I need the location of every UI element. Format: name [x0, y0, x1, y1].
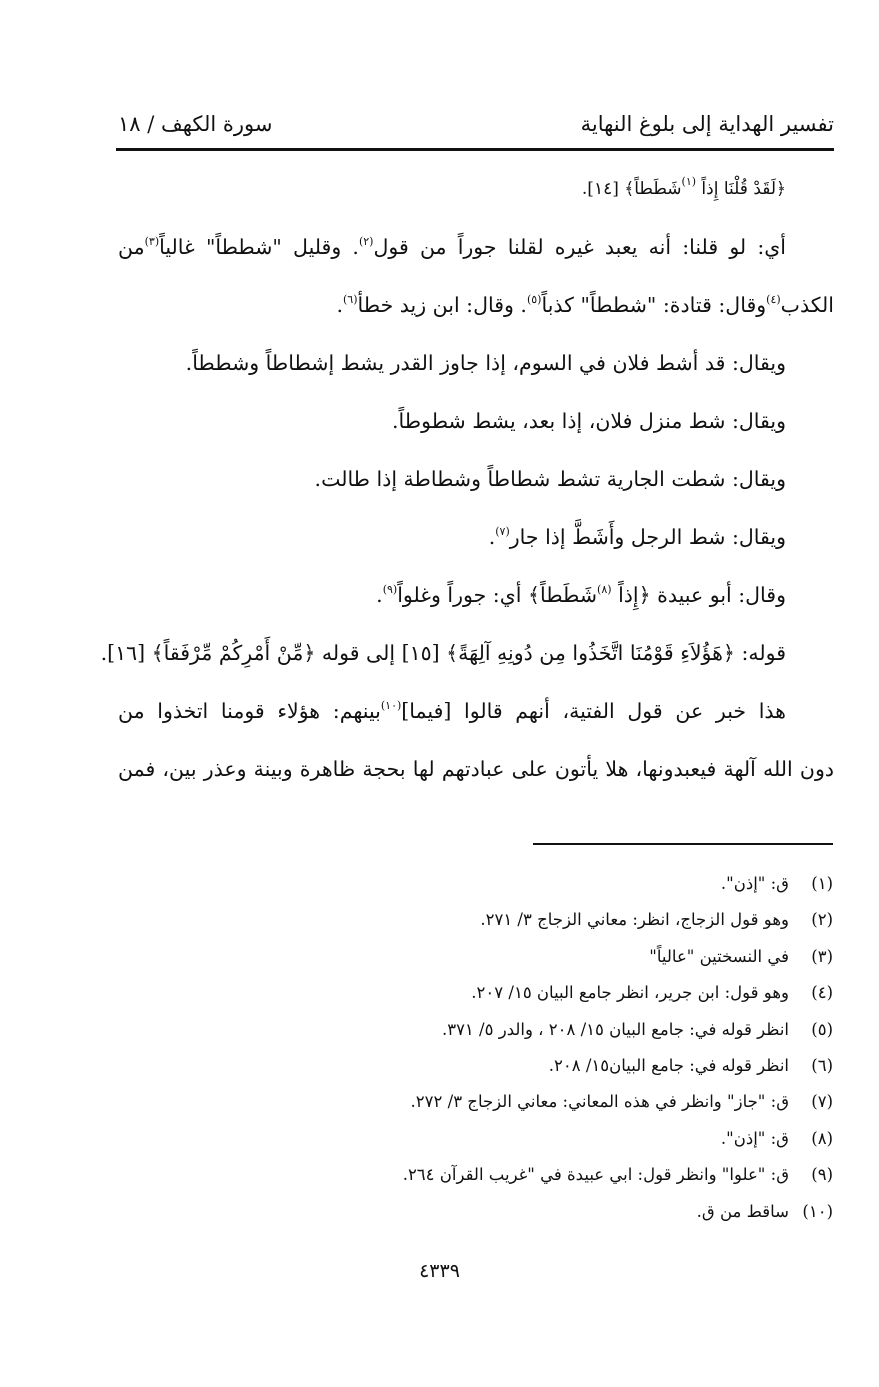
footnote-text: وهو قول الزجاج، انظر: معاني الزجاج ٣/ ٢٧١.: [480, 910, 789, 930]
footnote-number: (٣): [811, 946, 833, 966]
footnote-number: (٤): [811, 983, 833, 1003]
footnote: [313, 1157, 833, 1193]
text-run: . وقليل "شططاً" غالياً: [159, 235, 359, 259]
footnote-number: (١): [811, 874, 833, 893]
footnotes: [313, 866, 833, 1230]
footnote-ref: (١٠): [380, 699, 402, 712]
text-run: وقال: أبو عبيدة ﴿إِذاً: [611, 583, 786, 607]
text-run: من: [118, 235, 145, 259]
text-run: ويقال: شط الرجل وأَشَطَّ إذا جار: [509, 525, 786, 549]
footnote-text: ساقط من ق.: [696, 1201, 789, 1221]
paragraph-line: [118, 508, 834, 566]
paragraph-line: [118, 334, 834, 392]
footnote-text: وهو قول: ابن جرير، انظر جامع البيان ١٥/ ٢٠٧.: [471, 983, 789, 1003]
main-text: [100, 160, 834, 798]
text-run: .: [336, 293, 343, 317]
footnote-number: (٥): [811, 1019, 833, 1039]
footnote: [313, 975, 833, 1011]
header-rule: [116, 148, 834, 151]
text-run: . وقال: ابن زيد خطأ: [357, 293, 527, 317]
book-title: تفسير الهداية إلى بلوغ النهاية: [580, 112, 834, 136]
paragraph-line: [118, 450, 834, 508]
text-run: .: [488, 525, 496, 549]
footnote-ref: (٥): [526, 293, 542, 306]
paragraph-line: [118, 276, 834, 334]
paragraph-line: [118, 682, 834, 740]
footnote-ref: (٧): [495, 525, 510, 538]
footnote: [313, 1194, 833, 1230]
text-run: هذا خبر عن قول الفتية، أنهم قالوا [فيما]: [401, 699, 786, 723]
footnote-text: ق: "جاز" وانظر في هذه المعاني: معاني الزجاج ٣/ ٢٧٢.: [410, 1092, 789, 1112]
footnote-separator: [533, 843, 833, 845]
paragraph-line: [118, 218, 834, 276]
page-number: ٤٣٣٩: [419, 1260, 460, 1282]
footnote: [313, 1012, 833, 1048]
footnote-text: ق: "إذن".: [720, 874, 789, 893]
footnote-ref: (٤): [766, 293, 781, 306]
verse-reference-line: [100, 624, 834, 682]
text-run: ﴿لَقَدْ قُلْنَا إِذاً: [696, 179, 786, 199]
footnote-text: في النسختين "عالياً": [649, 946, 789, 966]
footnote-ref: (٦): [342, 293, 358, 306]
footnote-text: ق: "علوا" وانظر قول: ابي عبيدة في "غريب القرآن ٢٦٤.: [402, 1165, 789, 1185]
text-run: دون الله آلهة فيعبدونها، هلا يأتون على عبادتهم لها بحجة ظاهرة وبينة وعذر بين، فمن: [118, 757, 834, 781]
footnote-ref: (٨): [597, 583, 612, 596]
text-run: قوله: ﴿هَؤُلاَءِ قَوْمُنَا اتَّخَذُوا مِن دُونِهِ آلِهَةً﴾ [١٥] إلى قوله ﴿مِّنْ أَمْرِكُمْ مِّرْفَقاً﴾ [١٦].: [100, 641, 786, 665]
text-run: شَطَطاً﴾ أي: جوراً وغلواً: [397, 583, 598, 607]
text-run: ويقال: شطت الجارية تشط شطاطاً وشطاطة إذا طالت.: [314, 467, 786, 491]
footnote: [313, 902, 833, 938]
footnote-number: (٦): [811, 1055, 833, 1075]
footnote-ref: (١): [681, 175, 697, 188]
footnote-number: (٢): [811, 910, 833, 930]
footnote: [313, 1121, 833, 1157]
footnote-text: ق: "إذن".: [720, 1128, 789, 1148]
paragraph-line: [118, 740, 834, 798]
footnote: [313, 1048, 833, 1084]
paragraph-line: [118, 392, 834, 450]
paragraph-line: [118, 566, 834, 624]
footnote-number: (٨): [811, 1128, 833, 1148]
footnote-number: (٧): [811, 1092, 833, 1112]
text-run: أي: لو قلنا: أنه يعبد غيره لقلنا جوراً من قول: [373, 235, 787, 259]
text-run: ويقال: قد أشط فلان في السوم، إذا جاوز القدر يشط إشطاطاً وشططاً.: [185, 351, 786, 375]
text-run: الكذب: [780, 293, 834, 317]
surah-label: سورة الكهف / ١٨: [118, 112, 273, 136]
footnote-ref: (٣): [144, 235, 160, 248]
text-run: شَطَطاً﴾ [١٤].: [581, 179, 682, 199]
footnote-text: انظر قوله في: جامع البيان١٥/ ٢٠٨.: [548, 1055, 789, 1075]
footnote-number: (١٠): [802, 1201, 833, 1221]
text-run: ويقال: شط منزل فلان، إذا بعد، يشط شطوطاً.: [392, 409, 786, 433]
footnote-ref: (٢): [358, 235, 374, 248]
footnote: [313, 939, 833, 975]
running-header: [118, 106, 834, 142]
footnote-number: (٩): [811, 1165, 833, 1185]
footnote-ref: (٩): [382, 583, 398, 596]
footnote-text: انظر قوله في: جامع البيان ١٥/ ٢٠٨ ، والدر ٥/ ٣٧١.: [441, 1019, 789, 1039]
verse-line: [118, 160, 834, 218]
footnote: [313, 866, 833, 902]
text-run: بينهم: هؤلاء قومنا اتخذوا من: [118, 699, 381, 723]
footnote: [313, 1084, 833, 1120]
text-run: وقال: قتادة: "شططاً" كذباً: [541, 293, 767, 317]
text-run: .: [376, 583, 383, 607]
